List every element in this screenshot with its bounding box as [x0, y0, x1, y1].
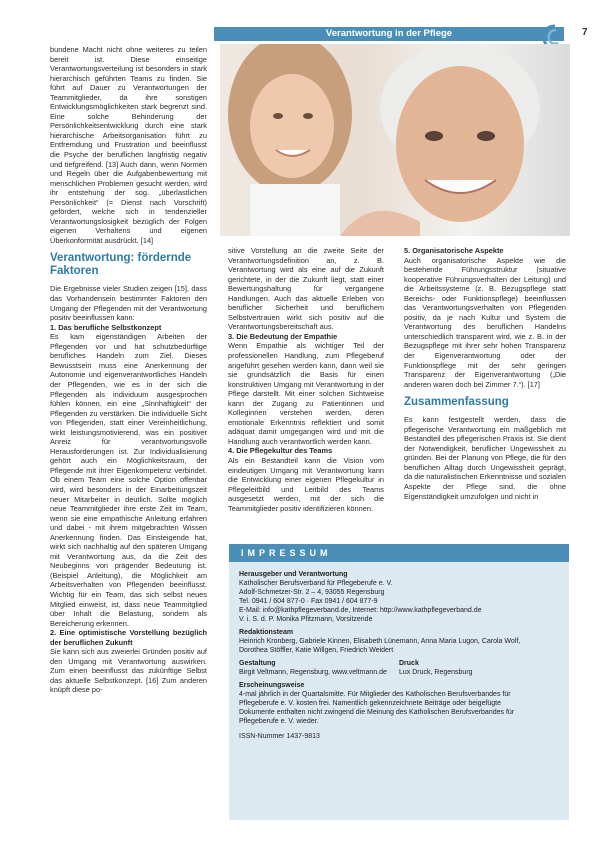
page-header: [0, 24, 602, 44]
text-column-1: [50, 45, 207, 695]
header-title: Verantwortung in der Pflege: [325, 28, 453, 39]
impressum-box: [229, 544, 569, 820]
body-paragraph: Es kann festgestellt werden, dass die pflegerische Verantwortung ein maßgeblich mit Bestandteil des pflegerischen Praxis ist. Sie dient der Notwendigkeit, beruflicher Ungewissheit zu gründen. Bei der Planung von Pflege, die für den beruflichen Alltag durch Ungewissheit geprägt, da die naturalistischen Erkenntnisse und sozialen Aspekte der Pflege sind, die ohne Eigenständigkeit umzufolgen und nicht in: [404, 415, 566, 501]
impressum-cell-print: [399, 655, 559, 677]
issn-number: ISSN-Nummer 1437-9813: [239, 733, 320, 740]
body-paragraph: Sie kann sich aus zweierlei Gründen positiv auf den Umgang mit Verantwortung auswirken. Zum einen beeinflusst das zukünftige Selbst das aktuelle Selbstkonzept. [16] Zum anderen knüpft diese po-: [50, 647, 207, 695]
impressum-text: Dokumente enthalten nicht zwingend die Meinung des Katholischen Berufsverbandes für: [239, 709, 515, 716]
impressum-text: V. i. S. d. P. Monika Pfitzmann, Vorsitzende: [239, 616, 373, 623]
photo-illustration: [220, 44, 570, 236]
subheading: 2. Eine optimistische Vorstellung bezüglich der beruflichen Zukunft: [50, 628, 207, 647]
impressum-text: Lux Druck, Regensburg: [399, 669, 473, 676]
page-number: 7: [582, 27, 588, 38]
impressum-text: Katholischer Berufsverband für Pflegeberufe e. V.: [239, 580, 393, 587]
body-paragraph: sitive Vorstellung an die zweite Seite der Verantwortungsdefinition an, z. B. Verantwortung wird als eine auf die Zukunft gerichtete, in der die Zukunft liegt, statt einer Bewertungshaltung für vergangene Handlungen. Auch das aktuelle Erleben von beruflicher Sicherheit und beruflichem Selbstvertrauen wirkt sich positiv auf die Verantwortungsbereitschaft aus.: [228, 246, 384, 332]
impressum-body: [229, 562, 569, 741]
section-heading: Verantwortung: fördernde Faktoren: [50, 252, 192, 278]
impressum-text: Tel. 0941 / 604 877-0 · Fax 0941 / 604 877-9: [239, 598, 378, 605]
elderly-care-photo: [220, 44, 570, 236]
impressum-text: Birgit Veltmann, Regensburg, www.veltmann.de: [239, 669, 387, 676]
subheading: 1. Das berufliche Selbstkonzept: [50, 322, 162, 332]
impressum-label: Erscheinungsweise: [239, 682, 305, 689]
text-column-3: [404, 246, 566, 501]
body-paragraph: Wenn Empathie als wichtiger Teil der professionellen Handlung, zum Pflegeberuf angeführt gesehen werden kann, dann weil sie sie grundsätzlich die Basis für einen konstruktiven Umgang mit Verantwortung in der Pflege darstellt. Mit einer solchen Sichtweise kann der Zugang zu Patientinnen und Kolleginnen verstehen werden, deren emotionale Erkenntnis reflektiert und somit adäquat damit umgegangen wird und mit die Handlung auch verantwortlich werden kann.: [228, 341, 384, 446]
impressum-text: Pflegeberufe e. V. kosten frei. Namentlich gekennzeichnete Beiträge oder beigefügte: [239, 700, 502, 707]
impressum-title: IMPRESSUM: [229, 544, 569, 562]
section-heading: Zusammenfassung: [404, 396, 509, 409]
impressum-label: Herausgeber und Verantwortung: [239, 571, 348, 578]
body-paragraph: Als ein Bestandteil kann die Vision vom eindeutigen Umgang mit Verantwortung kann die Entwicklung einer eigenen Pflegekultur in Pflegeleitbild und Leitbild des Teams ausgesetzt werden, mit der sich die Teammitglieder positiv identifizieren können.: [228, 456, 384, 513]
body-paragraph: Die Ergebnisse vieler Studien zeigen [15], dass das Vorhandensein bestimmter Faktoren den Umgang der Pflegenden mit der Verantwortung positiv beeinflussen kann:: [50, 284, 207, 323]
impressum-text: Heinrich Kronberg, Gabriele Kinnen, Elisabeth Lünemann, Anna Maria Lugon, Carola Wolf,: [239, 638, 521, 645]
subheading: 3. Die Bedeutung der Empathie: [228, 331, 338, 341]
impressum-cell-design: [239, 655, 399, 677]
body-paragraph: Auch organisatorische Aspekte wie die bestehende Führungsstruktur (situative kooperative Führungsverhalten der Leitung) und die Arbeitssysteme (z. B. Bezugspflege statt Bereichs- oder Funktionspflege) beeinflussen das Verantwortungsverhalten von Pflegenden positiv, da je nach Kultur und System die Verantwortung des beruflichen Handelns unterschiedlich transparent wird, wie z. B. in der Bezugspflege mit ihrer sehr hohen Transparenz der Eigenverantwortung oder der Funktionspflege mit der sehr geringen Transparenz der Eigenverantwortung („Die anderen waren doch bei Zimmer 7.“). [17]: [404, 255, 566, 389]
impressum-label: Gestaltung: [239, 660, 276, 667]
impressum-row: [239, 655, 559, 677]
subheading: 5. Organisatorische Aspekte: [404, 246, 504, 255]
subheading: 4. Die Pflegekultur des Teams: [228, 446, 333, 456]
text-column-2: [228, 246, 384, 513]
impressum-text: 4-mal jährlich in der Quartalsmitte. Für Mitglieder des Katholischen Berufsverbandes für: [239, 691, 511, 698]
body-paragraph: Es kam eigenständigen Arbeiten der Pflegenden vor und hat schutzbedürftige berufliches Handeln zum Ziel. Dieses Bewusstsein muss eine Anerkennung der Autonomie und eigenverantwortliches Handeln der Pflegenden, wie es in der sich die Pflegenden als individuum ausgesprochen fühlen können, ein eine „Sinnhaftigkeit“ der Pflegenden zu verstärken. Die individuelle Sicht von Pflegenden, statt einer Vereinheitlichung, wirkt leistungsmotivierend, was ein positiver Anreiz für verantwortungsvolle Herausforderungen ist. Zur Individualisierung gehört auch ein Möglichkeitsraum, der Pflegende mit ihrer Eigenkompetenz verbindet. Ob einem Team eine solche Option offenbar wird, wird besonders in der Einarbeitungszeit neuer Mitarbeiter in deutlich. Sollte möglich neue Teammitglieder ihre erste Zeit im Team, wenn sie eine empathische Anleitung erfahren und dabei - mit ihrem mitgebrachten Wissen Anerkennung finden. Das Einsteigende hat, wirkt sich nachhaltig auf den späteren Umgang mit Verantwortung aus, da die Zeit des Neubeginns von prägender Bedeutung ist. (Beispiel Anleitung), die Möglichkeit am Arbeitsverhalten von Pflegenden beeinflusst. Wichtig für ein Team, das sich selbst neues Mitglied einweist, ist, dass neue Teammitglied über Inhalt die Belastung, sondern als Bereicherung erkennen.: [50, 332, 207, 628]
impressum-link[interactable]: E-Mail: info@kathpflegeverband.de, Internet: http://www.kathpflegeverband.de: [239, 607, 482, 614]
body-paragraph: bundene Macht nicht ohne weiteres zu teilen bereit ist. Diese einseitige Verantwortungsverteilung ist besonders in stark hierarchisch geführten Teams zu finden. Sie führt auf Dauer zu Verantwortungen der Teammitglieder, da ihre sonstigen Entwicklungsmöglichkeiten stark begrenzt sind. Eine solche Behinderung der Persönlichkeitsentwicklung durch eine stark hierarchische Arbeitsorganisation führt zu Entfremdung und Frustration und beeinflusst die Psyche der beruflichen langfristig negativ und tiefgreifend. [13] Auch dann, wenn Normen und Regeln über die Aufgabenbewertung mit menschlichen Problemen gesucht werden, wird ihr entstehung der sog. „überlastlichen Persönlichkeit“ (= Dienst nach Vorschrift) gefördert, welche sich in tendenzieller Verantwortungslosigkeit bezüglich der Folgen eigenen Verhaltens und eigenen Überkonformität ausdrückt. [14]: [50, 45, 207, 245]
impressum-label: Druck: [399, 660, 419, 667]
impressum-text: Dorothea Stöffler, Katie Willgen, Friedrich Weidert: [239, 647, 394, 654]
impressum-label: Redaktionsteam: [239, 629, 294, 636]
impressum-text: Pflegeberufe e. V. wieder.: [239, 718, 319, 725]
impressum-text: Adolf-Schmetzer-Str. 2 – 4, 93055 Regensburg: [239, 589, 385, 596]
